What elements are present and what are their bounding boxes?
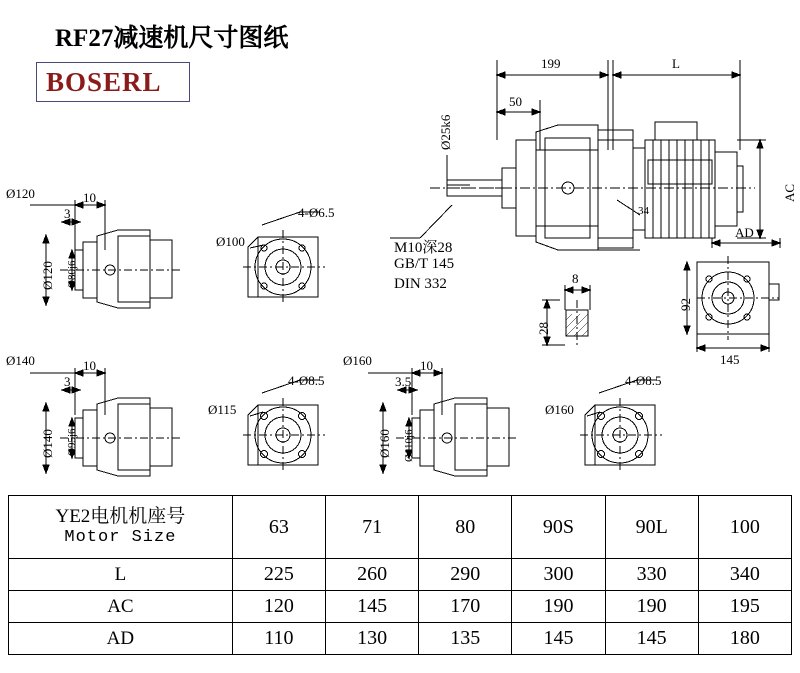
thread-note-2: GB/T 145 — [394, 256, 455, 272]
row2r-dim-3-5: 3.5 — [395, 374, 412, 389]
header-en: Motor Size — [64, 528, 177, 548]
dim-145-label: 145 — [720, 352, 740, 367]
row1-dim-3: 3 — [64, 206, 71, 221]
row1-dim-10: 10 — [83, 190, 96, 205]
row-label-ac: AC — [9, 591, 233, 623]
ac-90s: 190 — [512, 591, 605, 623]
page-title: RF27减速机尺寸图纸 — [55, 25, 289, 52]
motor-size-table — [8, 495, 792, 655]
table-row-header — [9, 496, 792, 559]
row2l-dim-10: 10 — [83, 358, 96, 373]
dim-L-label: L — [672, 56, 680, 71]
row2l-bore-140: Ø140 — [40, 429, 55, 458]
thread-note-1: M10深28 — [394, 240, 453, 256]
row2l-dim-3: 3 — [64, 374, 71, 389]
row1-bore-80: Ø80j6 — [66, 260, 78, 288]
ac-71: 145 — [326, 591, 419, 623]
thread-note-3: DIN 332 — [394, 276, 447, 292]
table-row — [9, 559, 792, 591]
ad-63: 110 — [232, 623, 325, 655]
flange-140-label: Ø140 — [6, 353, 35, 368]
ad-71: 130 — [326, 623, 419, 655]
row1-circle-100: Ø100 — [216, 234, 245, 249]
dim-199-label: 199 — [541, 56, 561, 71]
size-71: 71 — [326, 496, 419, 559]
table-row — [9, 623, 792, 655]
row2r-holes: 4-Ø8.5 — [625, 373, 662, 388]
size-80: 80 — [419, 496, 512, 559]
row1-holes: 4-Ø6.5 — [298, 205, 335, 220]
row2r-bore-110: Ø110j6 — [403, 429, 415, 462]
l-90l: 330 — [605, 559, 698, 591]
row2l-circle-115: Ø115 — [208, 402, 237, 417]
key-width-label: 8 — [572, 271, 579, 286]
row2r-dim-10: 10 — [420, 358, 433, 373]
ad-90s: 145 — [512, 623, 605, 655]
ad-90l: 145 — [605, 623, 698, 655]
ac-63: 120 — [232, 591, 325, 623]
key-height-label: 28 — [536, 322, 551, 335]
ac-90l: 190 — [605, 591, 698, 623]
ac-100: 195 — [698, 591, 791, 623]
header-motor-size — [9, 496, 233, 559]
shaft-diameter-label: Ø25k6 — [438, 114, 453, 150]
l-71: 260 — [326, 559, 419, 591]
row2l-bore-95: Ø95j6 — [66, 428, 78, 456]
ac-label: AC — [782, 183, 797, 202]
size-90l: 90L — [605, 496, 698, 559]
row1-bore-120: Ø120 — [40, 261, 55, 290]
l-100: 340 — [698, 559, 791, 591]
size-63: 63 — [232, 496, 325, 559]
ac-80: 170 — [419, 591, 512, 623]
mark-34-label: 34 — [638, 205, 649, 217]
table-row — [9, 591, 792, 623]
row-label-l: L — [9, 559, 233, 591]
flange-120-label: Ø120 — [6, 186, 35, 201]
row2r-circle-160: Ø160 — [545, 402, 574, 417]
flange-160-label: Ø160 — [343, 353, 372, 368]
l-80: 290 — [419, 559, 512, 591]
dim-50-label: 50 — [509, 94, 522, 109]
dim-92-label: 92 — [678, 298, 693, 311]
l-63: 225 — [232, 559, 325, 591]
size-90s: 90S — [512, 496, 605, 559]
ad-label: AD — [735, 225, 754, 240]
row2r-bore-160: Ø160 — [377, 429, 392, 458]
brand-logo: BOSERL — [46, 67, 162, 97]
ad-80: 135 — [419, 623, 512, 655]
ad-100: 180 — [698, 623, 791, 655]
header-cn: YE2电机机座号 — [55, 506, 186, 528]
row-label-ad: AD — [9, 623, 233, 655]
row2l-holes: 4-Ø8.5 — [288, 373, 325, 388]
l-90s: 300 — [512, 559, 605, 591]
size-100: 100 — [698, 496, 791, 559]
